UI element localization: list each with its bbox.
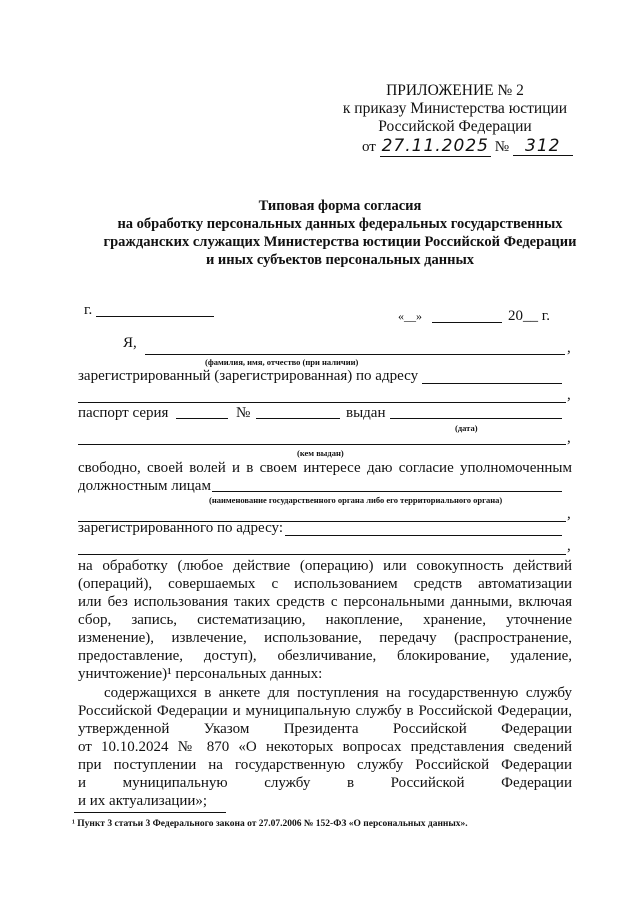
form-title: Типовая форма согласия	[258, 198, 422, 214]
item-line-last: и их актуализации»;	[78, 793, 208, 809]
address-field-2[interactable]	[78, 402, 566, 403]
number-label: №	[494, 139, 510, 155]
officials-label: должностным лицам	[78, 478, 211, 494]
body-line: на обработку (любое действие (операцию) или совокупность действий	[78, 558, 572, 574]
comma: ,	[567, 430, 571, 446]
body-line: (операций), совершаемых с использованием средств автоматизации	[78, 576, 572, 592]
ya-label: Я,	[123, 335, 137, 351]
body-line: предоставление, доступ), обезличивание, блокирование, удаление,	[78, 648, 572, 664]
from-label: от	[362, 139, 376, 155]
body-line-last: уничтожение)¹ персональных данных:	[78, 666, 323, 682]
year-field[interactable]: 20__ г.	[508, 308, 550, 324]
issue-date-field[interactable]	[390, 418, 562, 419]
comma: ,	[567, 506, 571, 522]
order-date-handwritten: 27.11.2025	[381, 136, 489, 156]
organ-field[interactable]	[212, 491, 562, 492]
comma: ,	[567, 538, 571, 554]
issued-by-field[interactable]	[78, 444, 566, 445]
date-caption: (дата)	[455, 423, 478, 433]
item-line: от 10.10.2024 № 870 «О некоторых вопросах представления сведений	[78, 739, 572, 755]
order-line-2: Российской Федерации	[378, 118, 532, 135]
passport-series-label: паспорт серия	[78, 405, 169, 421]
month-field[interactable]	[432, 322, 502, 323]
day-field[interactable]: «__»	[398, 309, 422, 323]
issued-label: выдан	[346, 405, 386, 421]
footnote-divider	[74, 812, 226, 813]
order-date-row	[362, 138, 573, 156]
organ-address-field-2[interactable]	[78, 554, 566, 555]
appendix-label: ПРИЛОЖЕНИЕ № 2	[386, 82, 524, 99]
comma: ,	[567, 387, 571, 403]
registered-label: зарегистрированный (зарегистрированная) по адресу	[78, 368, 419, 384]
item-line: содержащихся в анкете для поступления на государственную службу	[104, 685, 572, 701]
item-line: при поступлении на государственную службу Российской Федерации	[78, 757, 572, 773]
body-line: изменение), извлечение, использование, передачу (распространение,	[78, 630, 572, 646]
issued-by-caption: (кем выдан)	[297, 448, 344, 458]
item-line: Российской Федерации и муниципальную службу в Российской Федерации,	[78, 703, 572, 719]
city-label: г.	[84, 302, 93, 318]
comma: ,	[567, 340, 571, 356]
organ-caption: (наименование государственного органа либо его территориального органа)	[209, 495, 503, 505]
consent-text: свободно, своей волей и в своем интересе даю согласие уполномоченным	[78, 460, 572, 476]
passport-series-field[interactable]	[176, 418, 228, 419]
organ-address-field[interactable]	[285, 535, 562, 536]
order-number-handwritten: 312	[513, 138, 573, 156]
fio-caption: (фамилия, имя, отчество (при наличии)	[205, 357, 359, 367]
body-line: сбор, запись, систематизацию, накопление, хранение, уточнение	[78, 612, 572, 628]
city-field[interactable]	[96, 316, 214, 317]
footnote: ¹ Пункт 3 статьи 3 Федерального закона от 27.07.2006 № 152-ФЗ «О персональных данных».	[72, 819, 468, 829]
passport-number-label: №	[236, 405, 251, 421]
body-line: или без использования таких средств с персональными данными, включая	[78, 594, 572, 610]
organ-address-label: зарегистрированного по адресу:	[78, 520, 283, 536]
address-field[interactable]	[422, 383, 562, 384]
form-title-line: гражданских служащих Министерства юстиции Российской Федерации	[103, 234, 577, 250]
passport-number-field[interactable]	[256, 418, 340, 419]
item-line: утвержденной Указом Президента Российской Федерации	[78, 721, 572, 737]
form-title-line: и иных субъектов персональных данных	[205, 252, 475, 268]
item-line: и муниципальную службу в Российской Федерации	[78, 775, 572, 791]
fio-field[interactable]	[145, 354, 565, 355]
form-title-line: на обработку персональных данных федеральных государственных	[117, 216, 563, 232]
order-line: к приказу Министерства юстиции	[342, 100, 568, 117]
